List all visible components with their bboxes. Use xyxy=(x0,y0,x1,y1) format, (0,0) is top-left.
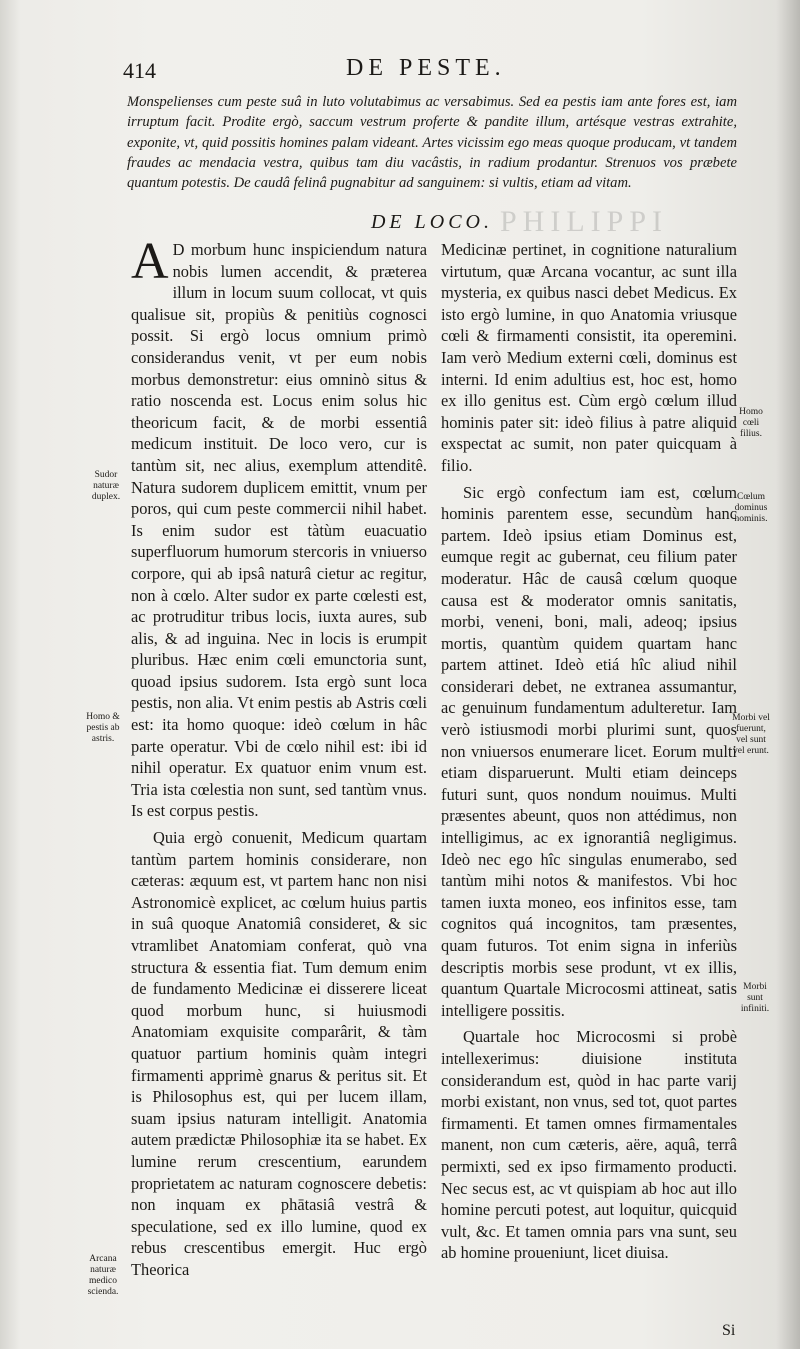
intro-paragraph: Monspelienses cum peste suâ in luto volutabimus ac versabimus. Sed ea pestis iam ante fores est, iam irruptum facit. Prodite ergò, saccum vestrum proferte & pandite illum, artésque vestras extrahite, exponite, vt, quid possitis homines palam videant. Artes vicissim ego meas quoque producam, vt tandem fraudes ac mendacia vestra, quibus tam diu vacâstis, in radium prodantur. Strenuos vos præbete quantum potestis. De caudâ felinâ pugnabitur ad sanguinem: si vultis, etiam ad vitam. xyxy=(127,94,737,192)
drop-cap: A xyxy=(131,233,169,290)
catchword: Si xyxy=(722,1322,736,1339)
page-number: 414 xyxy=(123,58,156,83)
right-column xyxy=(441,239,737,1264)
side-note-homo-coeli: Homo cœli filius. xyxy=(739,407,763,439)
right-paragraph-3: Quartale hoc Microcosmi si probè intellexerimus: diuisione instituta considerandum est, quòd in hac parte varij morbi existant, non vnus, sed tot, quot partes firmamenti. Et tamen omnes firmamentales manent, non cum cæteris, aëre, aquâ, terrâ permixti, sed ex ipso firmamento producti. Nec secus est, ac vt quispiam ab hoc aut illo homine percuti potest, aut loquitur, quicquid vult, &c. Et tamen omnia pars vna sunt, seu ab homine proueniunt, licet diuisa. xyxy=(441,1027,737,1263)
side-note-arcana: Arcana naturæ medico scienda. xyxy=(87,1254,119,1297)
page-gutter-shadow xyxy=(0,0,20,1349)
running-title: DE PESTE. xyxy=(346,55,506,81)
side-note-morbi-fuerunt: Morbi vel fuerunt, vel sunt vel erunt. xyxy=(732,713,770,756)
side-note-homo-pestis: Homo & pestis ab astris. xyxy=(86,712,120,744)
left-paragraph-2: Quia ergò conuenit, Medicum quartam tantùm partem hominis considerare, non cæteras: æquum est, vt partem hanc non nisi Astronomicè explicet, ac cœlum huius partis in suâ quoque Anatomiâ consideret, & sic vtramlibet Anatomiam conferat, quò vna structura & essentia fiat. Tum demum enim de fundamento Medicinæ ei disserere liceat quod morbum hunc, si huiusmodi Anatomiam exquisite comparârit, & tàm quatuor partium hominis quàm integri firmamenti apprimè gnarus & peritus sit. Et is Philosophus est, qui per lucem illam, suam ipsius naturam intelligit. Anatomia autem prædictæ Philosophiæ ita se habet. Ex lumine rerum crescentium, earundem proprietatem ac naturam cognoscere debetis: non inquam ex phātasiâ vestrâ & speculatione, sed ex illo lumine, quod ex rebus crescentibus emergit. Huc ergò Theorica xyxy=(131,828,427,1279)
side-note-sudor: Sudor naturæ duplex. xyxy=(91,470,121,502)
right-paragraph-1: Medicinæ pertinet, in cognitione naturalium virtutum, quæ Arcana vocantur, ac sunt illa mysteria, ex quibus nasci debet Medicus. Ex isto ergò lumine, in quo Anatomia vriusque cœli & firmamenti consistit, ita operemini. Iam verò Medium externi cœli, dominus est interni. Id enim adultius est, hoc est, homo ex illo genitus est. Cùm ergò cœlum illud hominis pater sit: ideò filius à patre aliquid exspectat ac sumit, non pater quicquam à filio. xyxy=(441,240,737,475)
left-paragraph-1-text: D morbum hunc inspiciendum natura nobis lumen accendit, & præterea illum in locum suum collocat, vt quis qualisue sit, propiùs & penitiùs cognosci possit. Si ergò locus omnium primò considerandus venit, vt per eum nobis morbus demonstretur: eius omninò situs & ratio noscenda est. Locus enim solus hic theoricum facit, & de morbi essentiâ medicum instituit. De loco vero, cur is tantùm sit, nec alius, exemplum attenditê. Natura sudorem duplicem emittit, vnum per poros, qui cum peste commercii nihil habet. Is enim sudor est tàtùm euacuatio superfluorum humorum stercoris in vniuerso corpore, qui ab ipsâ naturâ cietur ac regitur, non à cœlo. Alter sudor ex parte cœlesti est, ac protruditur tribus locis, iuxta aures, sub alis, & ad inguina. Nec in locis is erumpit pluribus. Hæc enim cœli emunctoria sunt, quoad ipsius sudorem. Ista ergò sunt loca pestis, non alia. Vt enim pestis ab Astris cœli est: ita homo quoque: ideò cœlum in hâc parte operatur. Vbi de cœlo nihil est: ibi id nihil operatur. Ex quatuor enim vnum est. Tria ista cœlestia non sunt, sed tantùm vnus. Is est corpus pestis. xyxy=(131,240,427,821)
section-heading: DE LOCO. xyxy=(370,211,493,233)
side-note-morbi-infiniti: Morbi sunt infiniti. xyxy=(740,982,770,1014)
side-note-coelum-dominus: Cœlum dominus hominis. xyxy=(734,492,768,524)
show-through-heading: PHILIPPI xyxy=(500,205,669,238)
left-column xyxy=(131,233,427,1281)
left-paragraph-1 xyxy=(131,233,427,822)
right-paragraph-2: Sic ergò confectum iam est, cœlum hominis parentem esse, secundùm hanc partem. Ideò ipsius etiam Dominus est, eumque regit ac gubernat, ceu filium pater moderatur. Hâc de causâ cœlum quoque causa est & moderator omnis sanitatis, morbi, veneni, boni, mali, adeoq; ipsius mortis, quantùm quidem quartam hanc partem attinet. Ideò etiá hîc aliud nihil considerari debet, ne extranea assumantur, ac genuinum fundamentum adulteretur. Iam verò istiusmodi morbi plurimi sunt, quos non vniuersos enumerare licet. Eorum multi etiam disparuerunt. Multi etiam deinceps futuri sunt, quos nondum nouimus. Multi præsentes abeunt, quos non attédimus, non intelligimus, ac ex ignorantiâ negligimus. Ideò nec ego hîc singulas enumerabo, sed tantùm mihi notos & manifestos. Vbi hoc tamen iuxta moneo, eos infinitos esse, tam cognitos quá incognitos, tam præsentes, quam futuros. Tot enim signa in inferiùs descriptis morbis sese produnt, vt ex illis, quantum Quartale Microcosmi attineat, satis intelligere possitis. xyxy=(441,482,737,1020)
